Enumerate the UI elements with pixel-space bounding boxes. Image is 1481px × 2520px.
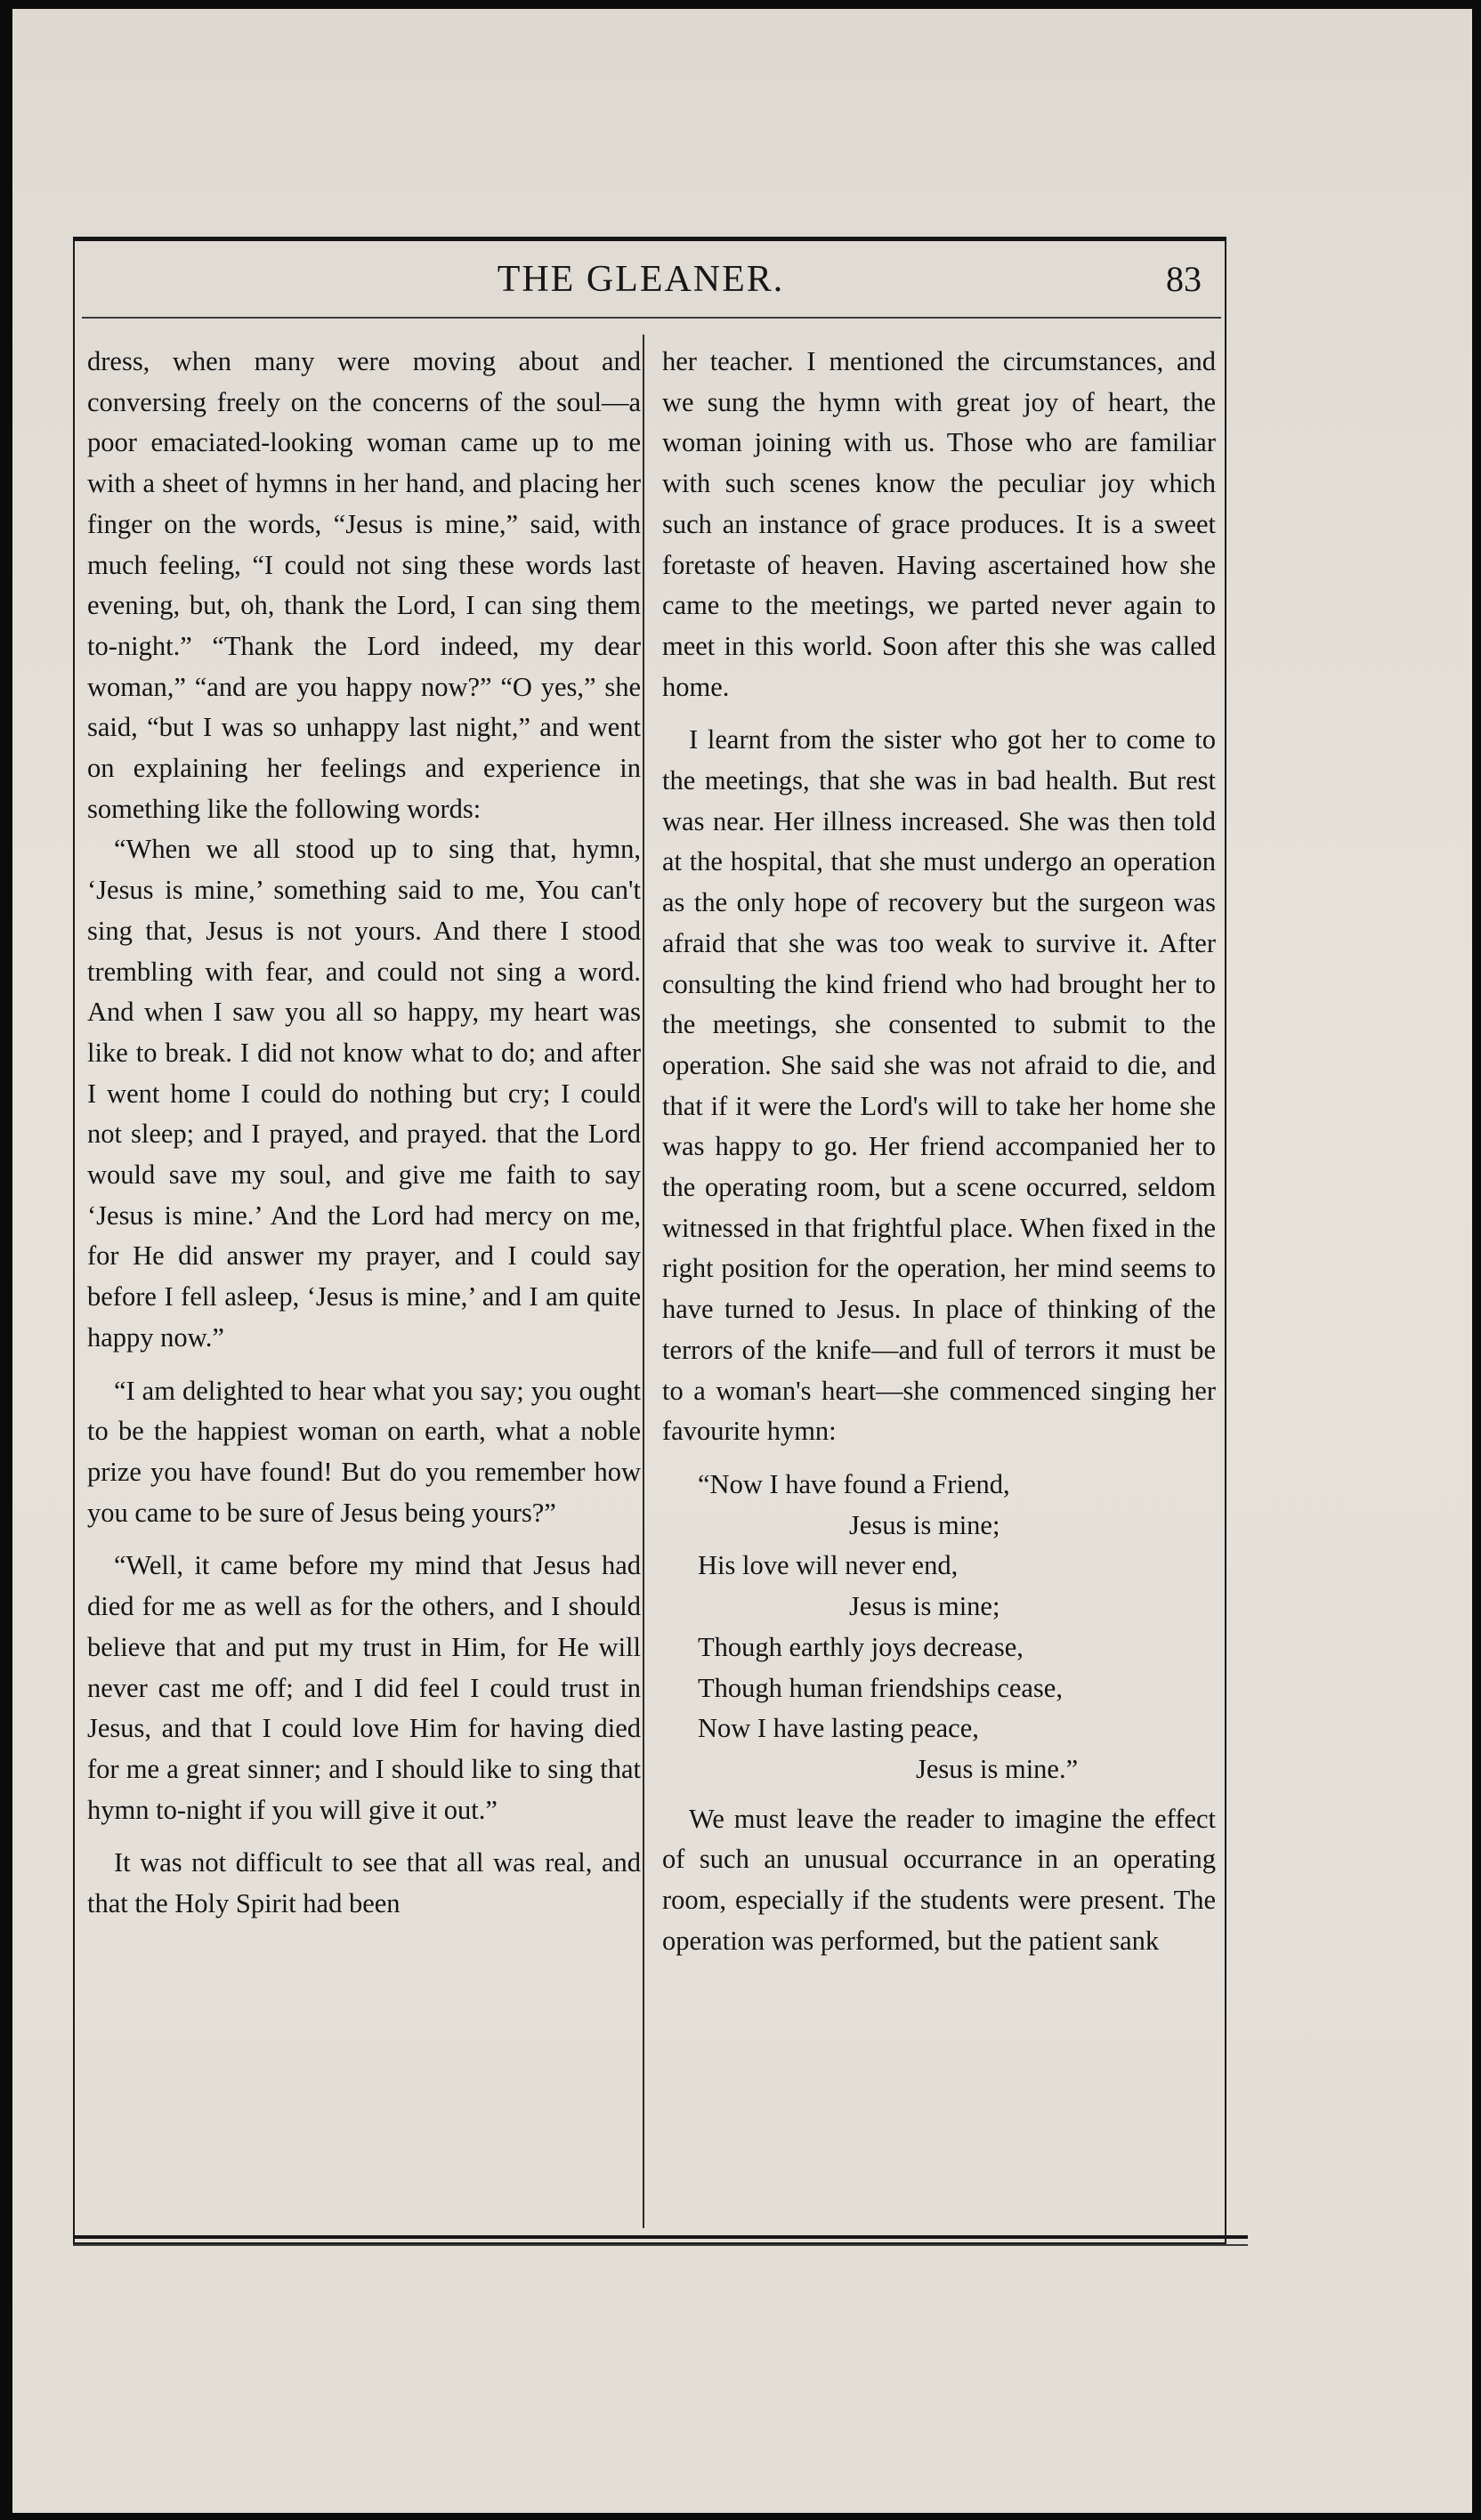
verse-line: “Now I have found a Friend, [698,1468,1010,1499]
verse-line: Now I have lasting peace, [698,1713,979,1744]
verse-line: Though human friendships cease, [698,1672,1063,1703]
paragraph: It was not difficult to see that all was real, and that the Holy Spirit had been [87,1847,641,1919]
verse-line: Jesus is mine.” [916,1753,1079,1784]
bottom-rule-thin [73,2244,1248,2246]
verse-line: His love will never end, [698,1550,959,1581]
paragraph: I learnt from the sister who got her to come to the meetings, that she was in bad health. But rest was near. Her illness increased. She was then told at the hospital, that she must undergo an operation as the only hope of recovery but the surgeon was afraid that she was too weak to survive it. After consulting the kind friend who had brought her to the meetings, she consented to submit to the operation. She said she was not afraid to die, and that if it were the Lord's will to take her home she was happy to go. Her friend accompanied her to the operating room, but a scene occurred, seldom witnessed in that frightful place. When fixed in the right position for the operation, her mind seems to have turned to Jesus. In place of thinking of the terrors of the knife—and full of terrors it must be to a woman's heart—she commenced singing her favourite hymn: [662,724,1216,1447]
right-column [662,342,1216,1961]
column-divider [643,335,644,2228]
paragraph: “Well, it came before my mind that Jesus had died for me as well as for the others, and I should believe that and put my trust in Him, for He will never cast me off; and I did feel I could trust in Jesus, and that I could love Him for having died for me a great sinner; and I should like to sing that hymn to-night if you will give it out.” [87,1550,641,1825]
top-rule [73,237,1226,241]
hymn-verse [698,1465,1216,1790]
verse-line: Jesus is mine; [849,1509,1000,1540]
paragraph: We must leave the reader to imagine the effect of such an unusual occurrance in an operating room, especially if the students were present. The operation was performed, but the patient sank [662,1803,1216,1956]
running-title: THE GLEANER. [497,259,785,300]
left-column [87,342,641,1925]
header-rule [82,317,1221,319]
paragraph: her teacher. I mentioned the circumstances, and we sung the hymn with great joy of heart, the woman joining with us. Those who are familiar with such scenes know the peculiar joy which such an instance of grace produces. It is a sweet foretaste of heaven. Having ascertained how she came to the meetings, we parted never again to meet in this world. Soon after this she was called home. [662,346,1216,702]
bottom-rule [73,2235,1248,2239]
paragraph: dress, when many were moving about and conversing freely on the concerns of the soul—a poor emaciated-looking woman came up to me with a sheet of hymns in her hand, and placing her finger on the words, “Jesus is mine,” said, with much feeling, “I could not sing these words last evening, but, oh, thank the Lord, I can sing them to-night.” “Thank the Lord indeed, my dear woman,” “and are you happy now?” “O yes,” she said, “but I was so unhappy last night,” and went on explaining her feelings and experience in something like the following words: [87,346,641,824]
verse-line: Jesus is mine; [849,1591,1000,1622]
verse-line: Though earthly joys decrease, [698,1631,1024,1662]
page-number: 83 [1166,259,1202,299]
paragraph: “I am delighted to hear what you say; you ought to be the happiest woman on earth, what a noble prize you have found! But do you remember how you came to be sure of Jesus being yours?” [87,1375,641,1528]
paragraph: “When we all stood up to sing that, hymn, ‘Jesus is mine,’ something said to me, You can't sing that, Jesus is not yours. And there I stood trembling with fear, and could not sing a word. And when I saw you all so happy, my heart was like to break. I did not know what to do; and after I went home I could do nothing but cry; I could not sleep; and I prayed, and prayed. that the Lord would save my soul, and give me faith to say ‘Jesus is mine.’ And the Lord had mercy on me, for He did answer my prayer, and I could say before I fell asleep, ‘Jesus is mine,’ and I am quite happy now.” [87,834,641,1353]
